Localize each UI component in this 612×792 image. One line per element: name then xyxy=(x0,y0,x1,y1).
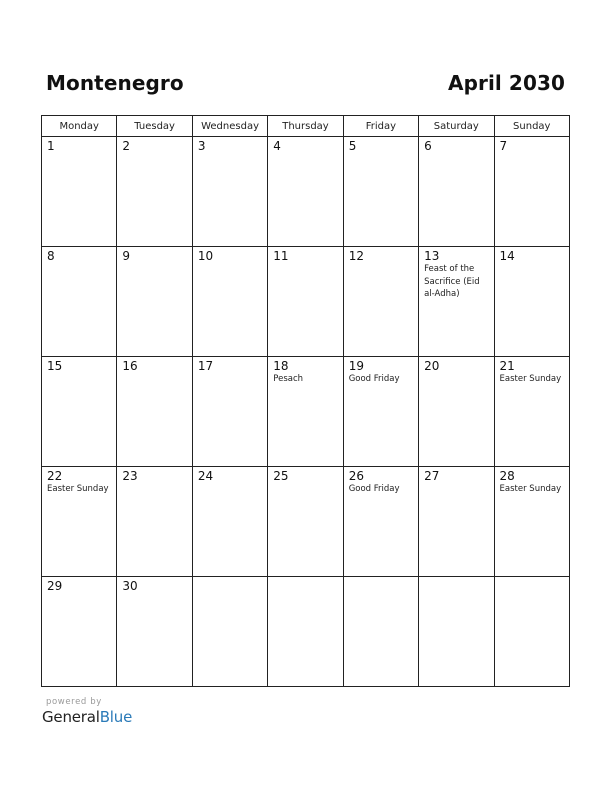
weekday-header-saturday: Saturday xyxy=(419,116,494,137)
day-number: 14 xyxy=(499,249,515,263)
day-cell xyxy=(343,577,418,687)
day-cell xyxy=(117,467,192,577)
day-cell xyxy=(419,467,494,577)
brand-blue-text: Blue xyxy=(99,708,133,726)
day-cell xyxy=(192,137,267,247)
day-number xyxy=(193,577,267,580)
day-number: 20 xyxy=(424,359,440,373)
day-cell xyxy=(343,357,418,467)
weekday-header-row xyxy=(42,116,570,137)
day-cell xyxy=(117,137,192,247)
day-number: 13 xyxy=(424,249,440,263)
day-number: 12 xyxy=(348,249,364,263)
day-cell xyxy=(494,467,569,577)
holiday-label: Easter Sunday xyxy=(499,374,562,384)
day-number xyxy=(268,577,342,580)
day-cell xyxy=(494,247,569,357)
generalblue-logo[interactable] xyxy=(42,708,132,726)
holiday-label: Pesach xyxy=(273,374,304,384)
holiday-label: Easter Sunday xyxy=(47,484,109,494)
day-number: 8 xyxy=(47,249,55,263)
day-number: 25 xyxy=(273,469,289,483)
day-number xyxy=(344,577,418,580)
day-cell xyxy=(42,247,117,357)
month-year-title: April 2030 xyxy=(448,71,565,95)
day-number: 27 xyxy=(424,469,440,483)
day-number: 10 xyxy=(197,249,214,263)
day-number: 3 xyxy=(197,139,206,153)
day-cell xyxy=(268,467,343,577)
day-number: 22 xyxy=(47,469,63,483)
calendar-grid xyxy=(41,115,570,687)
day-number: 21 xyxy=(499,359,515,373)
day-number: 4 xyxy=(273,139,281,153)
day-cell xyxy=(192,577,267,687)
day-number: 2 xyxy=(122,139,131,153)
weekday-header-wednesday: Wednesday xyxy=(192,116,267,137)
day-number: 18 xyxy=(273,359,289,373)
day-number: 23 xyxy=(122,469,138,483)
weekday-header-sunday: Sunday xyxy=(494,116,569,137)
holiday-label: Good Friday xyxy=(348,484,400,494)
day-cell xyxy=(42,467,117,577)
day-cell xyxy=(494,357,569,467)
day-cell xyxy=(419,137,494,247)
holiday-label: Good Friday xyxy=(348,374,400,384)
day-number: 19 xyxy=(348,359,364,373)
week-row-5 xyxy=(42,577,570,687)
week-row-1 xyxy=(42,137,570,247)
weekday-header-friday: Friday xyxy=(343,116,418,137)
day-cell xyxy=(494,137,569,247)
day-number: 17 xyxy=(197,359,214,373)
day-number: 7 xyxy=(499,139,508,153)
day-cell xyxy=(343,467,418,577)
day-number: 9 xyxy=(122,249,131,263)
weekday-header-tuesday: Tuesday xyxy=(117,116,192,137)
day-cell xyxy=(343,137,418,247)
day-number: 5 xyxy=(348,139,357,153)
day-cell xyxy=(117,357,192,467)
day-number: 11 xyxy=(273,249,289,263)
day-cell xyxy=(42,357,117,467)
day-cell xyxy=(419,357,494,467)
day-number: 28 xyxy=(499,469,515,483)
weekday-header-monday: Monday xyxy=(42,116,117,137)
day-cell xyxy=(419,577,494,687)
day-cell xyxy=(419,247,494,357)
day-number: 6 xyxy=(424,139,432,153)
day-cell xyxy=(42,577,117,687)
day-number: 29 xyxy=(47,579,63,593)
day-number: 1 xyxy=(47,139,55,153)
holiday-label: Feast of the Sacrifice (Eid al-Adha) xyxy=(424,264,480,299)
country-title: Montenegro xyxy=(46,71,184,95)
day-cell xyxy=(192,357,267,467)
day-cell xyxy=(117,247,192,357)
day-cell xyxy=(343,247,418,357)
day-cell xyxy=(494,577,569,687)
powered-by-text: powered by xyxy=(46,697,102,707)
day-number: 30 xyxy=(122,579,138,593)
brand-general-text: General xyxy=(42,708,100,726)
day-cell xyxy=(192,467,267,577)
day-number: 24 xyxy=(197,469,214,483)
week-row-3 xyxy=(42,357,570,467)
week-row-4 xyxy=(42,467,570,577)
day-number: 16 xyxy=(122,359,138,373)
day-cell xyxy=(268,577,343,687)
day-cell xyxy=(268,137,343,247)
day-cell xyxy=(268,357,343,467)
day-cell xyxy=(42,137,117,247)
day-number: 26 xyxy=(348,469,364,483)
holiday-label: Easter Sunday xyxy=(499,484,562,494)
day-cell xyxy=(117,577,192,687)
day-number xyxy=(419,577,493,580)
weekday-header-thursday: Thursday xyxy=(268,116,343,137)
day-number: 15 xyxy=(47,359,63,373)
week-row-2 xyxy=(42,247,570,357)
day-number xyxy=(495,577,569,580)
day-cell xyxy=(268,247,343,357)
day-cell xyxy=(192,247,267,357)
